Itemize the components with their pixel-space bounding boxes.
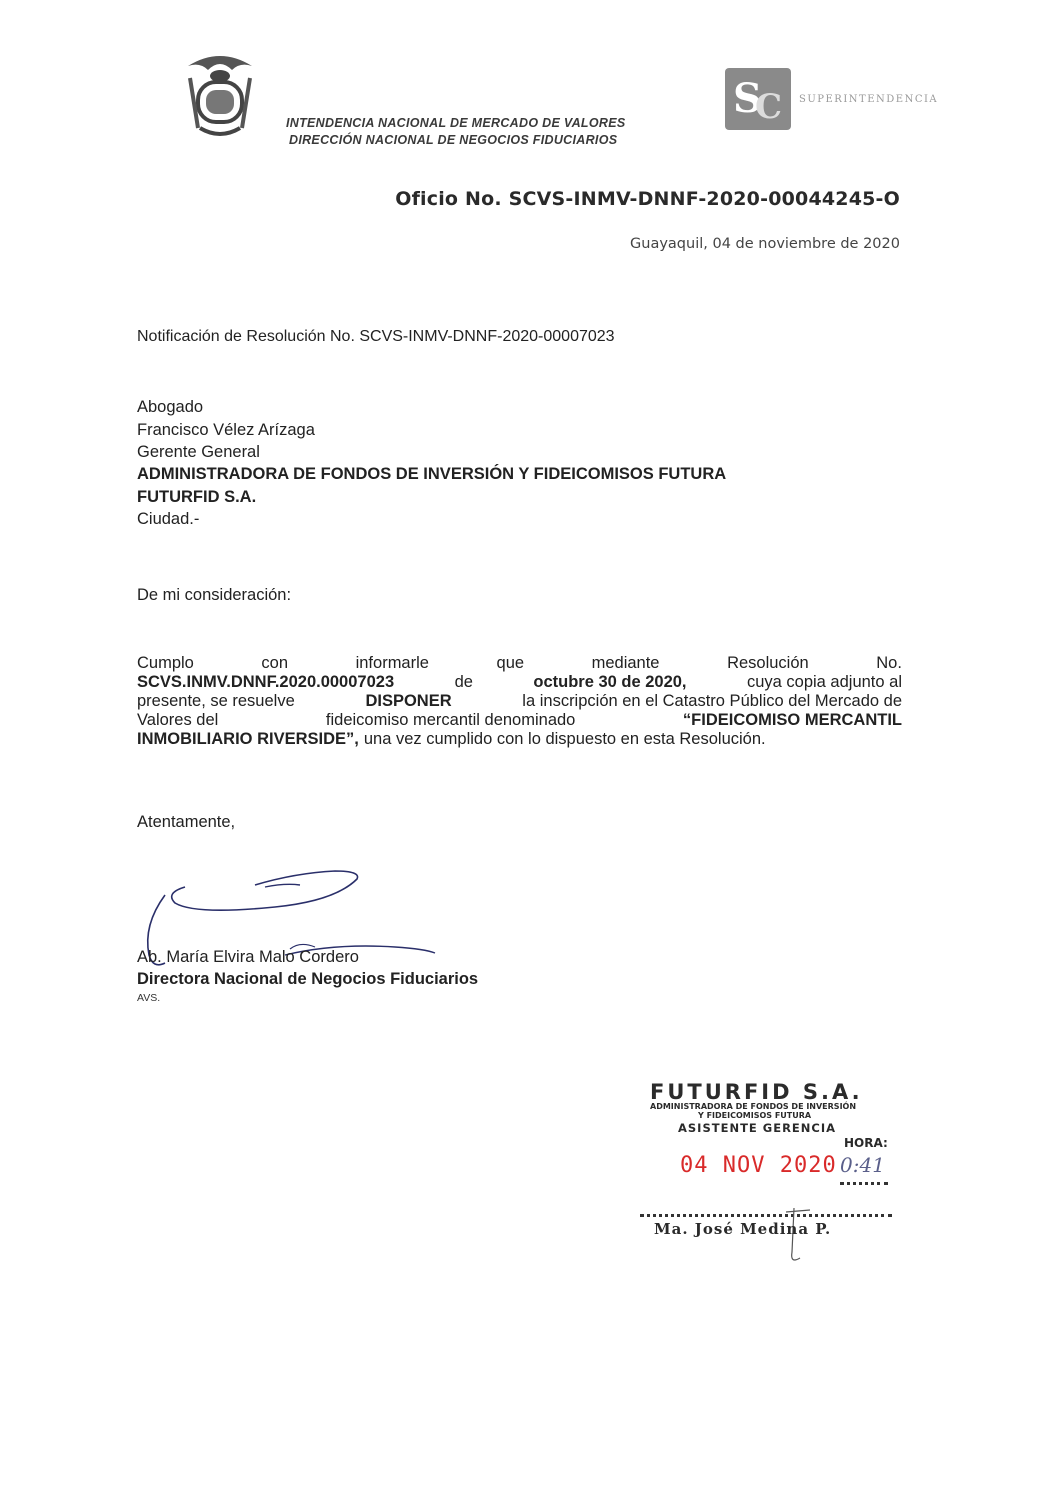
stamp-person: Ma. José Medina P. [654,1220,832,1238]
signer-initials: AVS. [137,992,161,1004]
stamp-time: 0:41 [840,1153,885,1177]
stamp-dash-line-2 [640,1214,892,1217]
stamp-sub1: ADMINISTRADORA DE FONDOS DE INVERSIÓN [650,1102,857,1111]
closing: Atentamente, [137,813,236,831]
stamp-hora-label: HORA: [844,1136,888,1150]
supercias-logo [725,68,955,130]
supercias-wordmark: SUPERINTENDENCIA [799,94,939,105]
body-line-5: INMOBILIARIO RIVERSIDE”, una vez cumplido con lo dispuesto en esta Resolución. [137,730,766,748]
body-paragraph [137,654,902,749]
coat-of-arms-logo [180,48,260,140]
salutation: De mi consideración: [137,586,292,604]
document-date: Guayaquil, 04 de noviembre de 2020 [630,236,900,252]
stamp-dash-line-1 [840,1182,888,1185]
stamp-date: 04 NOV 2020 [680,1153,837,1178]
stamp-company: FUTURFID S.A. [650,1080,863,1104]
recipient-title: Abogado [137,398,204,416]
recipient-name: Francisco Vélez Arízaga [137,421,315,439]
stamp-sub2: Y FIDEICOMISOS FUTURA [698,1111,812,1120]
header-line-2: DIRECCIÓN NACIONAL DE NEGOCIOS FIDUCIARIOS [289,133,618,147]
signer-title: Directora Nacional de Negocios Fiduciarios [137,970,479,988]
svg-text:C: C [755,87,783,127]
reception-stamp [630,1080,910,1250]
recipient-company-short: FUTURFID S.A. [137,488,257,506]
oficio-number: Oficio No. SCVS-INMV-DNNF-2020-00044245-O [395,188,900,210]
recipient-company: ADMINISTRADORA DE FONDOS DE INVERSIÓN Y FIDEICOMISOS FUTURA [137,465,727,483]
stamp-role: ASISTENTE GERENCIA [678,1121,837,1135]
signer-name: Ab. María Elvira Malo Cordero [137,948,359,966]
subject-line: Notificación de Resolución No. SCVS-INMV-DNNF-2020-00007023 [137,328,615,345]
recipient-position: Gerente General [137,443,260,461]
body-line-2: SCVS.INMV.DNNF.2020.00007023 de octubre 30 de 2020, cuya copia adjunto al [137,673,902,691]
body-line-3: presente, se resuelve DISPONER la inscripción en el Catastro Público del Mercado de [137,692,902,710]
body-line-1: Cumplo con informarle que mediante Resolución No. [137,654,902,672]
header-line-1: INTENDENCIA NACIONAL DE MERCADO DE VALORES [286,116,626,130]
recipient-city: Ciudad.- [137,510,200,528]
svg-text:S: S [733,75,762,122]
body-line-4: Valores del fideicomiso mercantil denominado “FIDEICOMISO MERCANTIL [137,711,902,729]
